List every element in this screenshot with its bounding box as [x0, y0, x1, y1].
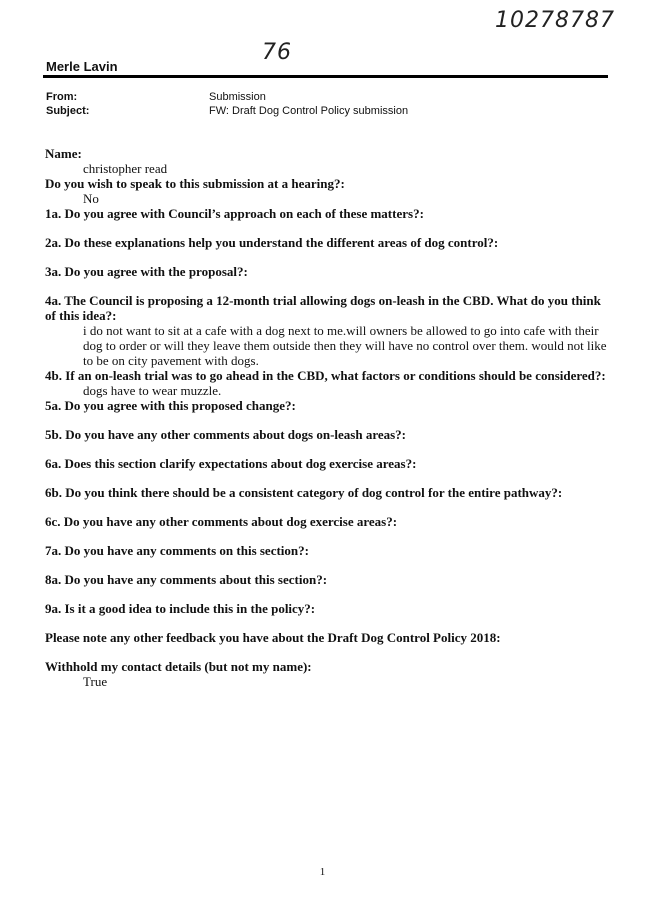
question-4a: 4a. The Council is proposing a 12-month trial allowing dogs on-leash in the CBD. What do you think of this idea?:	[45, 293, 601, 323]
submission-form	[45, 146, 610, 689]
name-question: Name:	[45, 146, 82, 161]
question-6b: 6b. Do you think there should be a consistent category of dog control for the entire pathway?:	[45, 485, 563, 500]
name-answer: christopher read	[83, 161, 168, 176]
subject-label: Subject:	[46, 105, 90, 117]
header-divider	[43, 75, 608, 78]
question-4b: 4b. If an on-leash trial was to go ahead in the CBD, what factors or conditions should be considered?:	[45, 368, 606, 383]
question-7a: 7a. Do you have any comments on this section?:	[45, 543, 309, 558]
subject-value: FW: Draft Dog Control Policy submission	[209, 105, 409, 117]
answer-4a: i do not want to sit at a cafe with a dog next to me.will owners be allowed to go into cafe with their dog to order or will they leave them outside then they will have no control over them. would not like to be on city pavement with dogs.	[83, 323, 607, 368]
question-9a: 9a. Is it a good idea to include this in the policy?:	[45, 601, 316, 616]
question-5a: 5a. Do you agree with this proposed change?:	[45, 398, 296, 413]
answer-4b: dogs have to wear muzzle.	[83, 383, 222, 398]
question-5b: 5b. Do you have any other comments about dogs on-leash areas?:	[45, 427, 407, 442]
withhold-question: Withhold my contact details (but not my name):	[45, 659, 312, 674]
question-2a: 2a. Do these explanations help you understand the different areas of dog control?:	[45, 235, 499, 250]
withhold-answer: True	[83, 674, 108, 689]
question-8a: 8a. Do you have any comments about this section?:	[45, 572, 328, 587]
sender-name: Merle Lavin	[46, 59, 118, 74]
hearing-answer: No	[83, 191, 99, 206]
from-label: From:	[46, 91, 78, 103]
question-3a: 3a. Do you agree with the proposal?:	[45, 264, 248, 279]
handwritten-page-mark: 76	[262, 40, 292, 65]
hearing-question: Do you wish to speak to this submission at a hearing?:	[45, 176, 345, 191]
handwritten-reference-number: 10278787	[495, 8, 615, 33]
question-6c: 6c. Do you have any other comments about dog exercise areas?:	[45, 514, 398, 529]
question-6a: 6a. Does this section clarify expectations about dog exercise areas?:	[45, 456, 417, 471]
feedback-question: Please note any other feedback you have about the Draft Dog Control Policy 2018:	[45, 630, 501, 645]
from-value: Submission	[209, 91, 266, 103]
page-number: 1	[319, 866, 326, 878]
question-1a: 1a. Do you agree with Council’s approach on each of these matters?:	[45, 206, 424, 221]
